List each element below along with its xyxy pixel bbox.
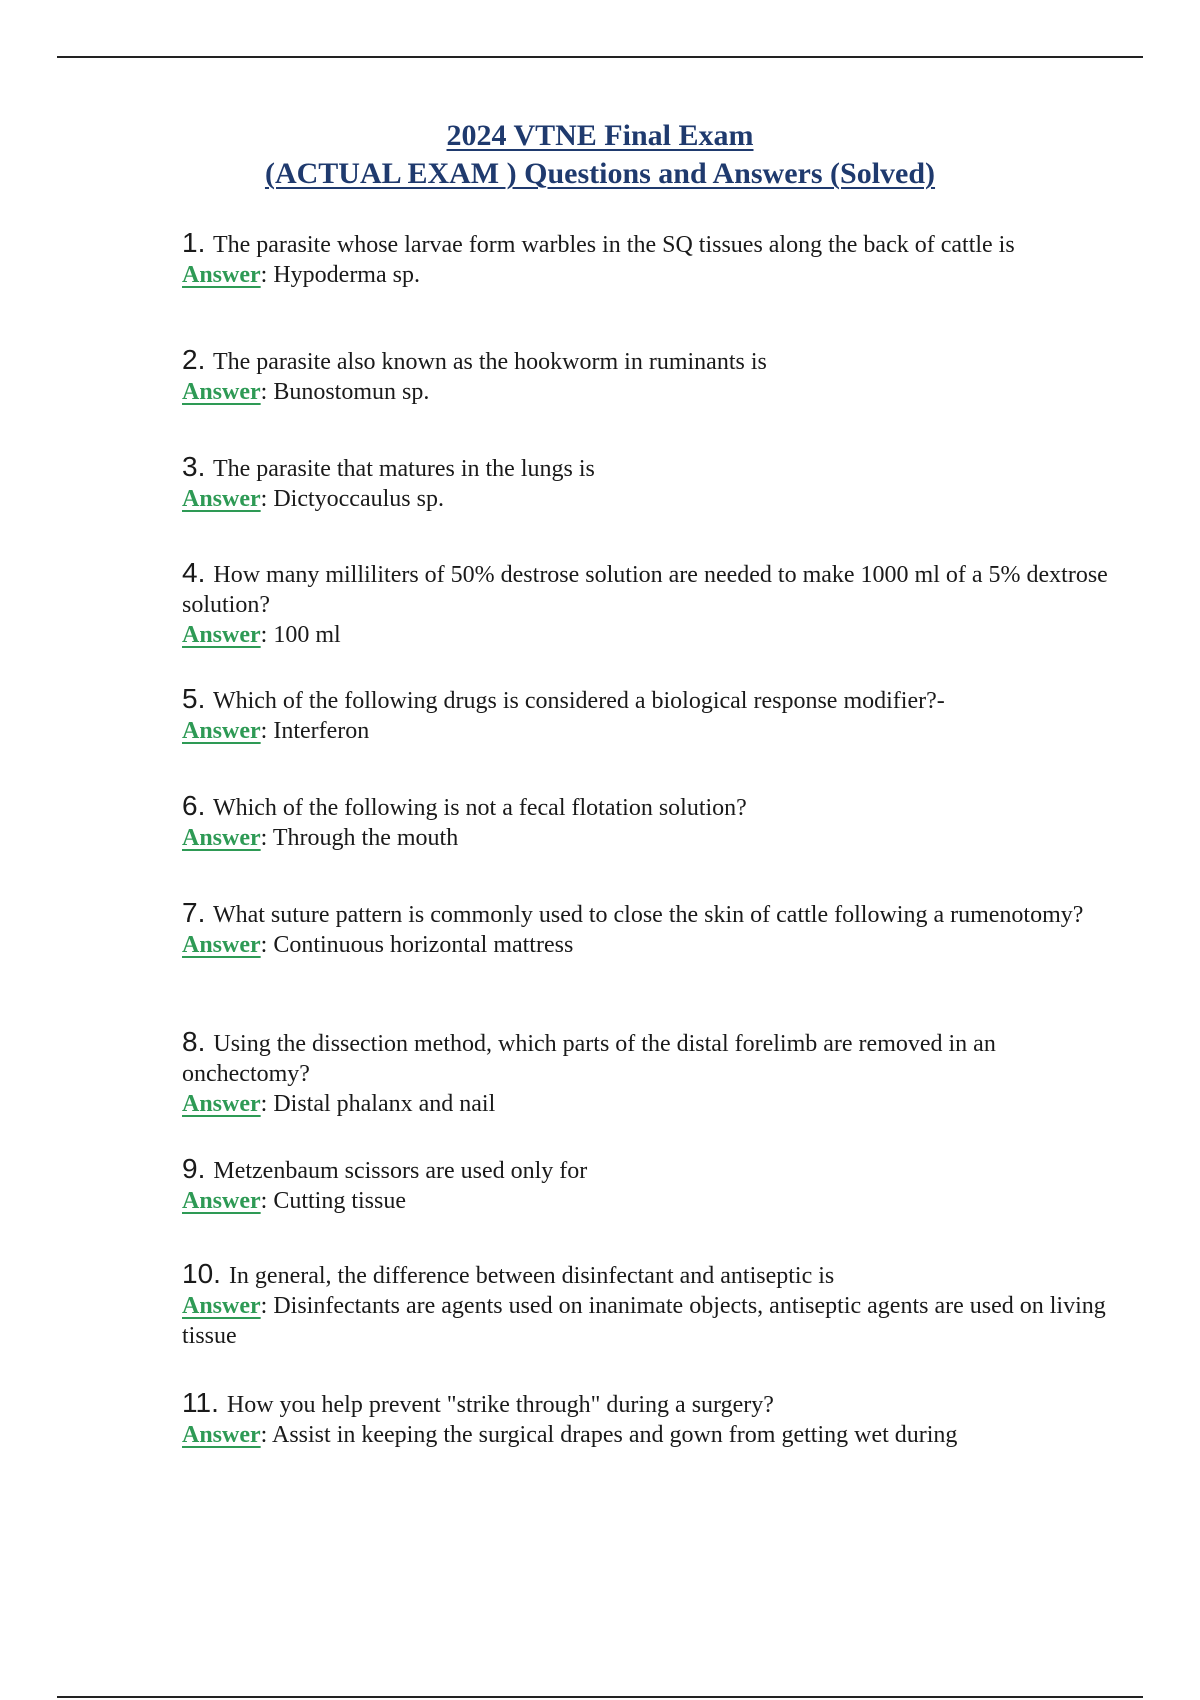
- answer: Answer: Hypoderma sp.: [182, 262, 420, 288]
- title-line-1: 2024 VTNE Final Exam: [446, 119, 754, 152]
- question: [182, 345, 1122, 377]
- qa-item-10: [182, 1259, 1122, 1388]
- qa-item-5: [182, 684, 1122, 791]
- answer-text: 100 ml: [273, 622, 341, 648]
- question-number: 5.: [182, 683, 206, 714]
- answer-label: Answer: [182, 1091, 261, 1117]
- answer-label: Answer: [182, 486, 261, 512]
- question: [182, 452, 1122, 484]
- answer-label: Answer: [182, 1293, 261, 1319]
- question: [182, 1027, 1122, 1089]
- question: [182, 1259, 1122, 1291]
- answer-text: Assist in keeping the surgical drapes and gown from getting wet during: [272, 1422, 958, 1448]
- question-number: 8.: [182, 1026, 206, 1057]
- question: [182, 1154, 1122, 1186]
- answer: Answer: Distal phalanx and nail: [182, 1091, 496, 1117]
- question: [182, 558, 1122, 620]
- question-text: How many milliliters of 50% destrose solution are needed to make 1000 ml of a 5% dextrose solution?: [182, 562, 1108, 618]
- answer-text: Distal phalanx and nail: [273, 1091, 496, 1117]
- qa-item-8: [182, 1027, 1122, 1154]
- qa-item-7: [182, 898, 1122, 1027]
- answer-label: Answer: [182, 825, 261, 851]
- answer-text: Continuous horizontal mattress: [273, 932, 574, 958]
- answer: Answer: Interferon: [182, 718, 370, 744]
- top-rule: [57, 56, 1143, 58]
- question-text: What suture pattern is commonly used to close the skin of cattle following a rumenotomy?: [212, 902, 1084, 928]
- qa-item-2: [182, 345, 1122, 452]
- answer-label: Answer: [182, 379, 261, 405]
- answer: Answer: Disinfectants are agents used on inanimate objects, antiseptic agents are used on living tissue: [182, 1293, 1106, 1349]
- question-text: How you help prevent "strike through" during a surgery?: [226, 1392, 774, 1418]
- answer: Answer: Assist in keeping the surgical drapes and gown from getting wet during: [182, 1422, 958, 1448]
- question-text: Using the dissection method, which parts of the distal forelimb are removed in an onchectomy?: [182, 1031, 996, 1087]
- document-title: [0, 117, 1200, 193]
- qa-item-9: [182, 1154, 1122, 1259]
- answer: Answer: Continuous horizontal mattress: [182, 932, 574, 958]
- question-number: 6.: [182, 790, 206, 821]
- answer: Answer: 100 ml: [182, 622, 341, 648]
- question-number: 9.: [182, 1153, 206, 1184]
- question-number: 2.: [182, 344, 206, 375]
- bottom-rule: [57, 1696, 1143, 1698]
- question: [182, 684, 1122, 716]
- question: [182, 791, 1122, 823]
- question-text: Metzenbaum scissors are used only for: [213, 1158, 588, 1184]
- answer-label: Answer: [182, 622, 261, 648]
- answer-label: Answer: [182, 718, 261, 744]
- question-text: Which of the following is not a fecal flotation solution?: [212, 795, 747, 821]
- question: [182, 228, 1122, 260]
- qa-item-1: [182, 228, 1122, 345]
- answer: Answer: Dictyoccaulus sp.: [182, 486, 444, 512]
- question-text: In general, the difference between disinfectant and antiseptic is: [228, 1263, 835, 1289]
- question-number: 4.: [182, 557, 206, 588]
- question-number: 1.: [182, 227, 206, 258]
- answer-text: Cutting tissue: [273, 1188, 407, 1214]
- question-text: Which of the following drugs is considered a biological response modifier?-: [212, 688, 945, 714]
- question-number: 10.: [182, 1258, 221, 1289]
- answer: Answer: Through the mouth: [182, 825, 459, 851]
- question: [182, 898, 1122, 930]
- answer-text: Interferon: [273, 718, 370, 744]
- answer-label: Answer: [182, 1188, 261, 1214]
- answer-text: Bunostomun sp.: [273, 379, 430, 405]
- answer-label: Answer: [182, 262, 261, 288]
- answer-text: Dictyoccaulus sp.: [273, 486, 444, 512]
- question-number: 11.: [182, 1387, 219, 1418]
- question-text: The parasite whose larvae form warbles in the SQ tissues along the back of cattle is: [212, 232, 1015, 258]
- qa-item-3: [182, 452, 1122, 558]
- qa-list: [182, 228, 1122, 1458]
- question-number: 7.: [182, 897, 206, 928]
- answer-text: Disinfectants are agents used on inanimate objects, antiseptic agents are used on living tissue: [182, 1293, 1106, 1349]
- qa-item-4: [182, 558, 1122, 684]
- qa-item-6: [182, 791, 1122, 898]
- answer-label: Answer: [182, 932, 261, 958]
- answer: Answer: Cutting tissue: [182, 1188, 407, 1214]
- question-number: 3.: [182, 451, 206, 482]
- qa-item-11: [182, 1388, 1122, 1458]
- title-line-2: (ACTUAL EXAM ) Questions and Answers (Solved): [264, 157, 936, 190]
- answer: Answer: Bunostomun sp.: [182, 379, 430, 405]
- answer-text: Through the mouth: [272, 825, 459, 851]
- question-text: The parasite also known as the hookworm in ruminants is: [212, 349, 767, 375]
- question-text: The parasite that matures in the lungs is: [212, 456, 595, 482]
- question: [182, 1388, 1122, 1420]
- answer-label: Answer: [182, 1422, 261, 1448]
- answer-text: Hypoderma sp.: [273, 262, 420, 288]
